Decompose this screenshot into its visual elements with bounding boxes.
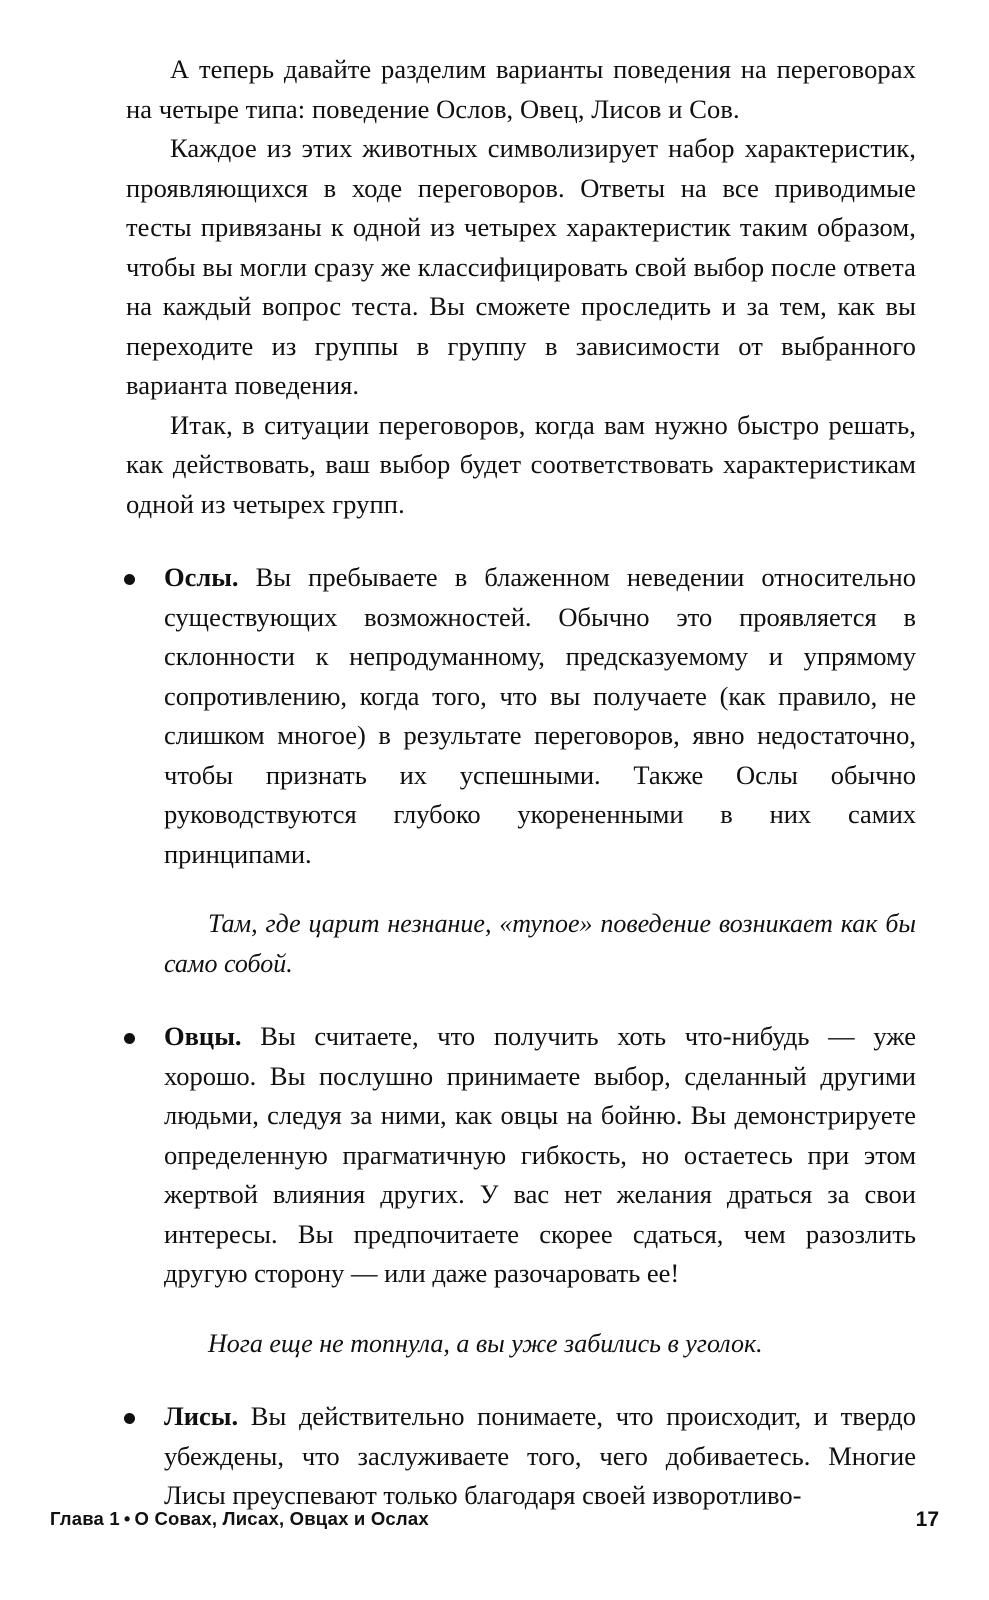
- paragraph-1: А теперь давайте разделим варианты поведения на переговорах на четыре типа: поведение Ослов, Овец, Лисов и Сов.: [126, 54, 916, 124]
- bullet-icon: [124, 1413, 135, 1424]
- list-item: [126, 1017, 916, 1294]
- page-number: 17: [915, 1508, 939, 1531]
- list-item-text: Вы пребываете в блаженном неведении относительно существующих возможностей. Обычно это проявляется в склонности к непродуманному, предсказуемому и упрямому сопротивлению, когда того, что вы получаете (как правило, не слишком многое) в результате переговоров, явно недостаточно, чтобы признать их успешными. Также Ослы обычно руководствуются глубоко укорененными в них самих принципами.: [164, 562, 916, 869]
- footer-chapter: Глава 1: [50, 1508, 120, 1529]
- paragraph-3: Итак, в ситуации переговоров, когда вам нужно быстро решать, как действовать, ваш выбор будет соответствовать характеристикам одной из четырех групп.: [126, 409, 916, 519]
- list-item-term: Овцы.: [164, 1021, 242, 1051]
- bullet-icon: [124, 574, 135, 585]
- spacer: [126, 524, 916, 558]
- footer-title: О Совах, Лисах, Овцах и Ослах: [134, 1508, 429, 1529]
- pull-quote: Там, где царит незнание, «тупое» поведение возникает как бы само собой.: [164, 909, 916, 978]
- list-item: [126, 558, 916, 874]
- pull-quote: Нога еще не топнула, а вы уже забились в уголок.: [208, 1328, 763, 1358]
- list-item: [126, 1397, 916, 1516]
- list-item-term: Лисы.: [164, 1401, 239, 1431]
- list-item-text: Вы считаете, что получить хоть что-нибудь — уже хорошо. Вы послушно принимаете выбор, сделанный другими людьми, следуя за ними, как овцы на бойню. Вы демонстрируете определенную прагматичную гибкость, но остаетесь при этом жертвой влияния других. У вас нет желания драться за свои интересы. Вы предпочитаете скорее сдаться, чем разозлить другую сторону — или даже разочаровать ее!: [164, 1021, 916, 1288]
- bullet-icon: [124, 1033, 135, 1044]
- spacer: [126, 983, 916, 1017]
- page-content: [126, 50, 916, 1516]
- paragraph-2: Каждое из этих животных символизирует набор характеристик, проявляющихся в ходе переговоров. Ответы на все приводимые тесты привязаны к одной из четырех характеристик таким образом, чтобы вы могли сразу же классифицировать свой выбор после ответа на каждый вопрос теста. Вы сможете проследить и за тем, как вы переходите из группы в группу в зависимости от выбранного варианта поведения.: [126, 133, 916, 400]
- footer-chapter-line: [50, 1508, 429, 1530]
- list-item-term: Ослы.: [164, 562, 239, 592]
- animal-types-list: [126, 558, 916, 1516]
- spacer: [126, 1294, 916, 1324]
- page-footer: [50, 1508, 939, 1538]
- spacer: [126, 874, 916, 904]
- list-item-text: Вы действительно понимаете, что происходит, и твердо убеждены, что заслуживаете того, чего добиваетесь. Многие Лисы преуспевают только благодаря своей изворотливо-: [164, 1401, 916, 1510]
- spacer: [126, 1363, 916, 1397]
- footer-separator: •: [123, 1508, 131, 1529]
